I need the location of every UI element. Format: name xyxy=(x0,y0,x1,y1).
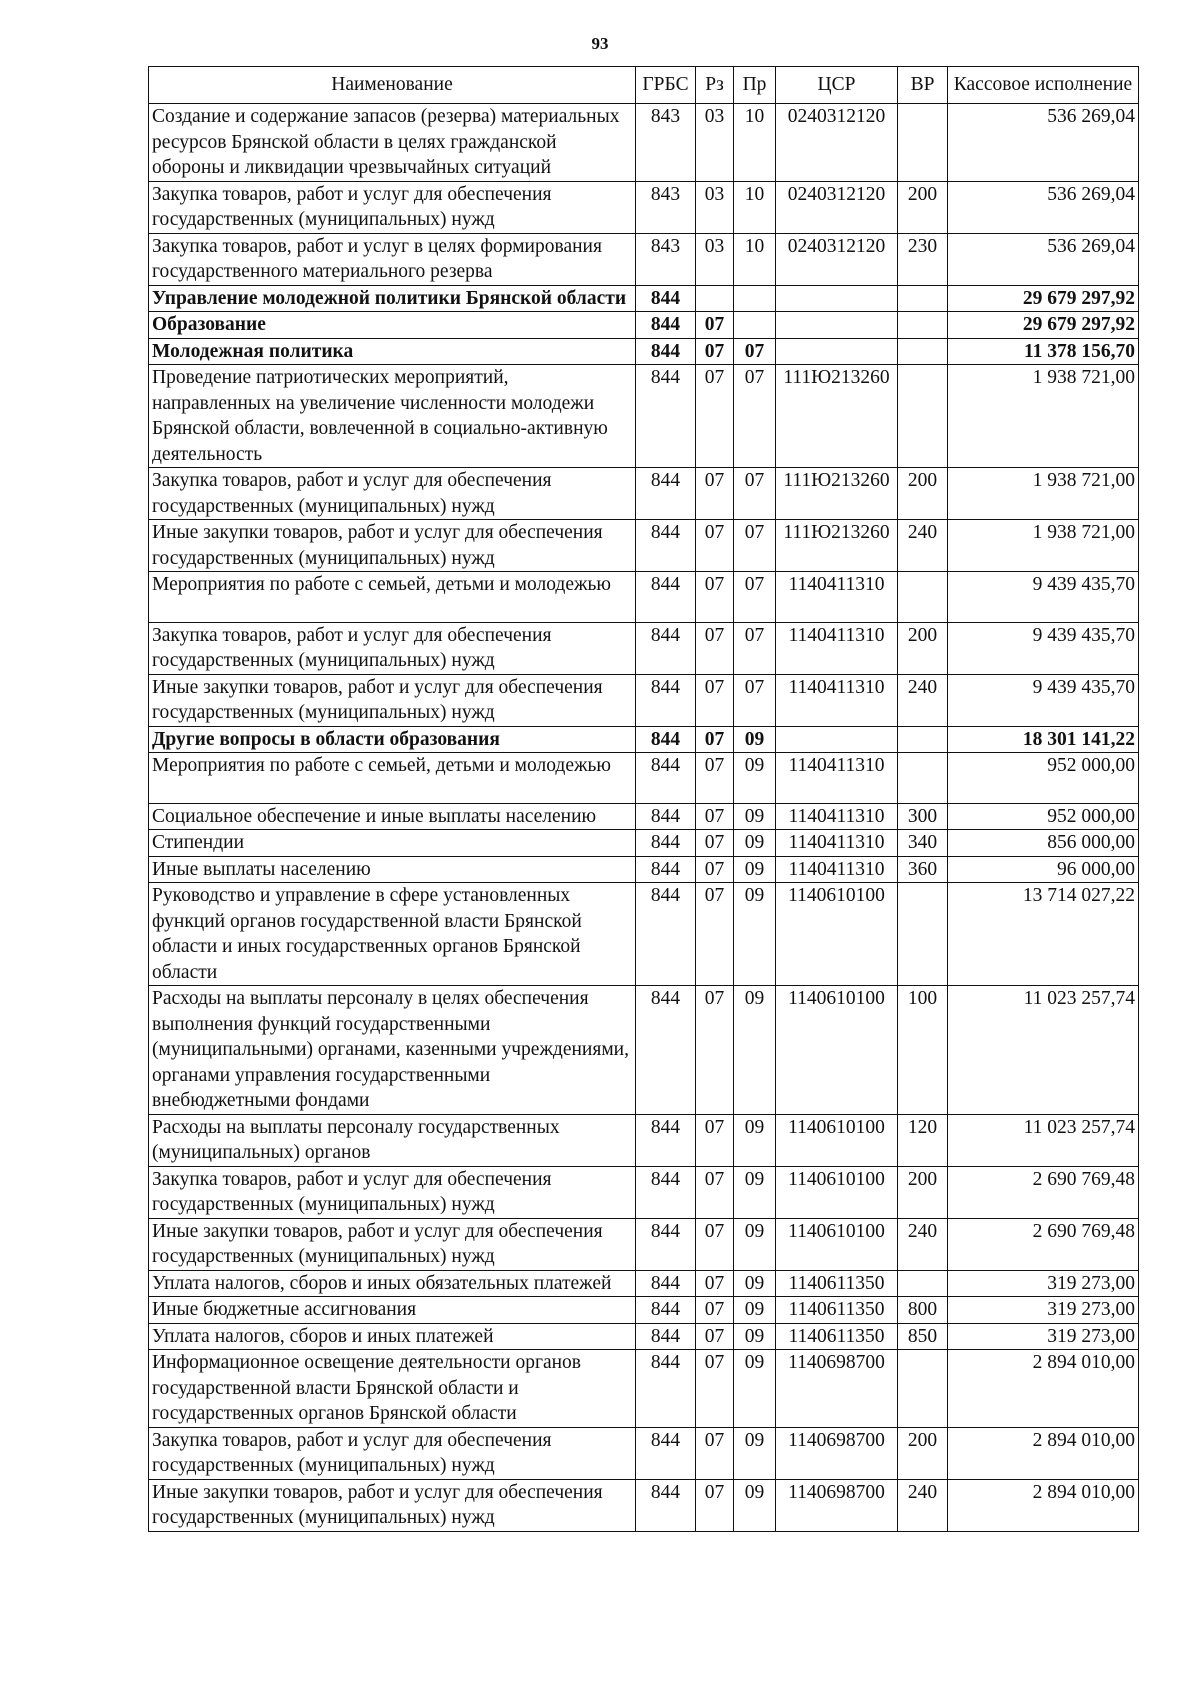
cell-rz: 07 xyxy=(696,520,734,572)
cell-rz: 07 xyxy=(696,622,734,674)
cell-pr: 09 xyxy=(734,856,776,883)
table-row xyxy=(149,1218,1139,1270)
cell-grbs: 844 xyxy=(636,572,696,623)
cell-grbs: 844 xyxy=(636,312,696,339)
cell-csr: 1140610100 xyxy=(776,1114,898,1166)
cell-amount: 952 000,00 xyxy=(948,753,1139,804)
cell-rz: 07 xyxy=(696,1479,734,1531)
cell-grbs: 844 xyxy=(636,1479,696,1531)
cell-name: Уплата налогов, сборов и иных платежей xyxy=(149,1323,636,1350)
cell-amount: 536 269,04 xyxy=(948,181,1139,233)
cell-csr: 1140411310 xyxy=(776,622,898,674)
cell-name: Образование xyxy=(149,312,636,339)
cell-grbs: 844 xyxy=(636,753,696,804)
cell-csr: 1140611350 xyxy=(776,1323,898,1350)
cell-amount: 18 301 141,22 xyxy=(948,726,1139,753)
cell-name: Мероприятия по работе с семьей, детьми и молодежью xyxy=(149,572,636,623)
cell-amount: 2 690 769,48 xyxy=(948,1218,1139,1270)
cell-amount: 2 894 010,00 xyxy=(948,1350,1139,1428)
cell-rz: 03 xyxy=(696,181,734,233)
cell-vr: 240 xyxy=(898,674,948,726)
cell-csr xyxy=(776,338,898,365)
cell-vr: 240 xyxy=(898,1479,948,1531)
column-header-amount: Кассовое исполнение xyxy=(948,67,1139,104)
cell-csr: 1140698700 xyxy=(776,1479,898,1531)
cell-grbs: 844 xyxy=(636,1427,696,1479)
cell-grbs: 844 xyxy=(636,674,696,726)
cell-pr: 07 xyxy=(734,572,776,623)
cell-amount: 856 000,00 xyxy=(948,830,1139,857)
cell-vr: 100 xyxy=(898,986,948,1115)
cell-grbs: 844 xyxy=(636,1114,696,1166)
cell-grbs: 844 xyxy=(636,986,696,1115)
cell-vr: 240 xyxy=(898,1218,948,1270)
cell-name: Иные закупки товаров, работ и услуг для обеспечения государственных (муниципальных) нужд xyxy=(149,1479,636,1531)
cell-name: Закупка товаров, работ и услуг для обеспечения государственных (муниципальных) нужд xyxy=(149,468,636,520)
cell-rz: 07 xyxy=(696,1270,734,1297)
cell-pr: 07 xyxy=(734,468,776,520)
table-row xyxy=(149,1427,1139,1479)
cell-vr: 800 xyxy=(898,1297,948,1324)
cell-amount: 9 439 435,70 xyxy=(948,572,1139,623)
cell-grbs: 843 xyxy=(636,233,696,285)
table-body xyxy=(149,104,1139,1532)
table-row xyxy=(149,233,1139,285)
cell-pr: 09 xyxy=(734,1297,776,1324)
table-header-row xyxy=(149,67,1139,104)
cell-name: Уплата налогов, сборов и иных обязательных платежей xyxy=(149,1270,636,1297)
cell-pr: 07 xyxy=(734,674,776,726)
cell-rz: 07 xyxy=(696,312,734,339)
table-row xyxy=(149,753,1139,804)
table-row xyxy=(149,520,1139,572)
cell-rz: 07 xyxy=(696,572,734,623)
cell-pr: 10 xyxy=(734,233,776,285)
cell-pr: 09 xyxy=(734,1270,776,1297)
cell-csr: 1140411310 xyxy=(776,803,898,830)
cell-csr xyxy=(776,726,898,753)
cell-vr: 200 xyxy=(898,1427,948,1479)
cell-amount: 536 269,04 xyxy=(948,104,1139,182)
table-row xyxy=(149,338,1139,365)
cell-grbs: 843 xyxy=(636,104,696,182)
cell-grbs: 844 xyxy=(636,856,696,883)
cell-amount: 13 714 027,22 xyxy=(948,883,1139,986)
cell-name: Закупка товаров, работ и услуг для обеспечения государственных (муниципальных) нужд xyxy=(149,622,636,674)
cell-vr xyxy=(898,1350,948,1428)
table-row xyxy=(149,104,1139,182)
cell-pr xyxy=(734,312,776,339)
cell-csr: 1140610100 xyxy=(776,986,898,1115)
table-row xyxy=(149,1166,1139,1218)
table-row xyxy=(149,1297,1139,1324)
cell-amount: 1 938 721,00 xyxy=(948,468,1139,520)
cell-amount: 2 690 769,48 xyxy=(948,1166,1139,1218)
cell-rz: 07 xyxy=(696,726,734,753)
table-row xyxy=(149,674,1139,726)
cell-grbs: 844 xyxy=(636,1166,696,1218)
cell-rz: 03 xyxy=(696,233,734,285)
table-row xyxy=(149,285,1139,312)
cell-csr: 1140698700 xyxy=(776,1350,898,1428)
cell-name: Руководство и управление в сфере установленных функций органов государственной власти Брянской области и иных государственных органов Брянской области xyxy=(149,883,636,986)
cell-vr: 360 xyxy=(898,856,948,883)
cell-vr xyxy=(898,726,948,753)
cell-name: Закупка товаров, работ и услуг для обеспечения государственных (муниципальных) нужд xyxy=(149,1427,636,1479)
table-row xyxy=(149,181,1139,233)
cell-rz: 07 xyxy=(696,883,734,986)
column-header-csr: ЦСР xyxy=(776,67,898,104)
cell-grbs: 844 xyxy=(636,726,696,753)
table-row xyxy=(149,1350,1139,1428)
cell-csr: 1140611350 xyxy=(776,1270,898,1297)
cell-name: Иные выплаты населению xyxy=(149,856,636,883)
cell-rz: 03 xyxy=(696,104,734,182)
cell-pr: 07 xyxy=(734,365,776,468)
cell-vr xyxy=(898,312,948,339)
cell-grbs: 844 xyxy=(636,338,696,365)
cell-amount: 319 273,00 xyxy=(948,1323,1139,1350)
cell-amount: 952 000,00 xyxy=(948,803,1139,830)
cell-rz: 07 xyxy=(696,674,734,726)
cell-pr: 09 xyxy=(734,1218,776,1270)
cell-vr: 200 xyxy=(898,622,948,674)
cell-grbs: 844 xyxy=(636,1323,696,1350)
cell-rz: 07 xyxy=(696,468,734,520)
cell-pr: 07 xyxy=(734,520,776,572)
cell-pr: 09 xyxy=(734,753,776,804)
cell-vr xyxy=(898,104,948,182)
cell-vr: 240 xyxy=(898,520,948,572)
cell-csr xyxy=(776,312,898,339)
cell-pr: 07 xyxy=(734,622,776,674)
cell-rz: 07 xyxy=(696,1114,734,1166)
cell-rz: 07 xyxy=(696,1297,734,1324)
cell-csr: 0240312120 xyxy=(776,181,898,233)
cell-pr: 09 xyxy=(734,986,776,1115)
cell-pr: 09 xyxy=(734,1323,776,1350)
column-header-rz: Рз xyxy=(696,67,734,104)
cell-grbs: 844 xyxy=(636,803,696,830)
cell-rz: 07 xyxy=(696,986,734,1115)
cell-vr: 850 xyxy=(898,1323,948,1350)
table-row xyxy=(149,883,1139,986)
cell-vr xyxy=(898,883,948,986)
table-row xyxy=(149,803,1139,830)
cell-pr xyxy=(734,285,776,312)
cell-rz: 07 xyxy=(696,1323,734,1350)
cell-rz: 07 xyxy=(696,1350,734,1428)
cell-grbs: 844 xyxy=(636,520,696,572)
table-row xyxy=(149,1323,1139,1350)
cell-name: Управление молодежной политики Брянской области xyxy=(149,285,636,312)
table-row xyxy=(149,312,1139,339)
cell-amount: 11 023 257,74 xyxy=(948,1114,1139,1166)
cell-vr xyxy=(898,338,948,365)
cell-rz: 07 xyxy=(696,803,734,830)
table-row xyxy=(149,365,1139,468)
page-number: 93 xyxy=(591,34,609,53)
cell-grbs: 844 xyxy=(636,1218,696,1270)
table-row xyxy=(149,468,1139,520)
cell-name: Мероприятия по работе с семьей, детьми и молодежью xyxy=(149,753,636,804)
cell-vr: 120 xyxy=(898,1114,948,1166)
cell-csr: 0240312120 xyxy=(776,233,898,285)
cell-grbs: 844 xyxy=(636,883,696,986)
table-row xyxy=(149,622,1139,674)
cell-vr: 200 xyxy=(898,181,948,233)
cell-rz: 07 xyxy=(696,365,734,468)
cell-pr: 09 xyxy=(734,883,776,986)
cell-vr: 340 xyxy=(898,830,948,857)
cell-name: Социальное обеспечение и иные выплаты населению xyxy=(149,803,636,830)
cell-csr: 1140698700 xyxy=(776,1427,898,1479)
cell-amount: 9 439 435,70 xyxy=(948,674,1139,726)
cell-amount: 319 273,00 xyxy=(948,1270,1139,1297)
cell-vr: 230 xyxy=(898,233,948,285)
cell-name: Стипендии xyxy=(149,830,636,857)
cell-amount: 11 378 156,70 xyxy=(948,338,1139,365)
cell-csr: 111Ю213260 xyxy=(776,365,898,468)
cell-pr: 10 xyxy=(734,104,776,182)
cell-csr: 111Ю213260 xyxy=(776,520,898,572)
column-header-name: Наименование xyxy=(149,67,636,104)
cell-csr: 0240312120 xyxy=(776,104,898,182)
cell-csr: 1140411310 xyxy=(776,856,898,883)
cell-amount: 29 679 297,92 xyxy=(948,285,1139,312)
table-row xyxy=(149,1114,1139,1166)
cell-name: Информационное освещение деятельности органов государственной власти Брянской области и государственных органов Брянской области xyxy=(149,1350,636,1428)
cell-vr: 200 xyxy=(898,1166,948,1218)
cell-grbs: 844 xyxy=(636,830,696,857)
cell-amount: 1 938 721,00 xyxy=(948,365,1139,468)
cell-pr: 09 xyxy=(734,803,776,830)
table-row xyxy=(149,1270,1139,1297)
cell-amount: 96 000,00 xyxy=(948,856,1139,883)
table-row xyxy=(149,986,1139,1115)
column-header-pr: Пр xyxy=(734,67,776,104)
cell-amount: 11 023 257,74 xyxy=(948,986,1139,1115)
cell-vr xyxy=(898,572,948,623)
cell-pr: 09 xyxy=(734,1114,776,1166)
cell-csr: 1140411310 xyxy=(776,674,898,726)
cell-grbs: 844 xyxy=(636,1350,696,1428)
cell-name: Расходы на выплаты персоналу государственных (муниципальных) органов xyxy=(149,1114,636,1166)
cell-grbs: 844 xyxy=(636,1297,696,1324)
cell-grbs: 844 xyxy=(636,365,696,468)
cell-pr: 09 xyxy=(734,1166,776,1218)
cell-grbs: 844 xyxy=(636,622,696,674)
cell-name: Иные закупки товаров, работ и услуг для обеспечения государственных (муниципальных) нужд xyxy=(149,520,636,572)
cell-pr: 07 xyxy=(734,338,776,365)
cell-csr: 1140610100 xyxy=(776,883,898,986)
cell-pr: 09 xyxy=(734,1427,776,1479)
cell-amount: 319 273,00 xyxy=(948,1297,1139,1324)
cell-name: Иные закупки товаров, работ и услуг для обеспечения государственных (муниципальных) нужд xyxy=(149,674,636,726)
cell-vr xyxy=(898,1270,948,1297)
cell-pr: 09 xyxy=(734,726,776,753)
cell-csr xyxy=(776,285,898,312)
cell-name: Закупка товаров, работ и услуг в целях формирования государственного материального резерва xyxy=(149,233,636,285)
cell-amount: 1 938 721,00 xyxy=(948,520,1139,572)
cell-name: Расходы на выплаты персоналу в целях обеспечения выполнения функций государственными (муниципальными) органами, казенными учреждениями, органами управления государственными внебюджетными фондами xyxy=(149,986,636,1115)
cell-vr xyxy=(898,365,948,468)
cell-rz: 07 xyxy=(696,1427,734,1479)
cell-rz: 07 xyxy=(696,830,734,857)
cell-vr xyxy=(898,753,948,804)
cell-vr: 200 xyxy=(898,468,948,520)
cell-rz: 07 xyxy=(696,338,734,365)
cell-pr: 09 xyxy=(734,1479,776,1531)
cell-vr xyxy=(898,285,948,312)
cell-rz: 07 xyxy=(696,1218,734,1270)
cell-pr: 09 xyxy=(734,1350,776,1428)
cell-name: Закупка товаров, работ и услуг для обеспечения государственных (муниципальных) нужд xyxy=(149,181,636,233)
budget-execution-table xyxy=(148,66,1139,1532)
column-header-grbs: ГРБС xyxy=(636,67,696,104)
cell-rz: 07 xyxy=(696,753,734,804)
cell-name: Проведение патриотических мероприятий, направленных на увеличение численности молодежи Брянской области, вовлеченной в социально-активную деятельность xyxy=(149,365,636,468)
cell-csr: 1140411310 xyxy=(776,753,898,804)
cell-name: Закупка товаров, работ и услуг для обеспечения государственных (муниципальных) нужд xyxy=(149,1166,636,1218)
cell-name: Другие вопросы в области образования xyxy=(149,726,636,753)
cell-csr: 1140411310 xyxy=(776,830,898,857)
cell-grbs: 844 xyxy=(636,1270,696,1297)
cell-csr: 1140411310 xyxy=(776,572,898,623)
table-row xyxy=(149,726,1139,753)
table-row xyxy=(149,1479,1139,1531)
cell-grbs: 844 xyxy=(636,468,696,520)
cell-name: Создание и содержание запасов (резерва) материальных ресурсов Брянской области в целях гражданской обороны и ликвидации чрезвычайных ситуаций xyxy=(149,104,636,182)
cell-amount: 9 439 435,70 xyxy=(948,622,1139,674)
cell-name: Иные закупки товаров, работ и услуг для обеспечения государственных (муниципальных) нужд xyxy=(149,1218,636,1270)
table-row xyxy=(149,856,1139,883)
cell-name: Молодежная политика xyxy=(149,338,636,365)
cell-csr: 1140610100 xyxy=(776,1166,898,1218)
cell-rz xyxy=(696,285,734,312)
cell-csr: 111Ю213260 xyxy=(776,468,898,520)
cell-grbs: 843 xyxy=(636,181,696,233)
cell-grbs: 844 xyxy=(636,285,696,312)
cell-rz: 07 xyxy=(696,856,734,883)
cell-csr: 1140611350 xyxy=(776,1297,898,1324)
table-row xyxy=(149,572,1139,623)
cell-amount: 2 894 010,00 xyxy=(948,1479,1139,1531)
cell-name: Иные бюджетные ассигнования xyxy=(149,1297,636,1324)
column-header-vr: ВР xyxy=(898,67,948,104)
cell-vr: 300 xyxy=(898,803,948,830)
cell-pr: 09 xyxy=(734,830,776,857)
cell-csr: 1140610100 xyxy=(776,1218,898,1270)
cell-rz: 07 xyxy=(696,1166,734,1218)
cell-amount: 2 894 010,00 xyxy=(948,1427,1139,1479)
cell-amount: 29 679 297,92 xyxy=(948,312,1139,339)
cell-amount: 536 269,04 xyxy=(948,233,1139,285)
table-row xyxy=(149,830,1139,857)
cell-pr: 10 xyxy=(734,181,776,233)
